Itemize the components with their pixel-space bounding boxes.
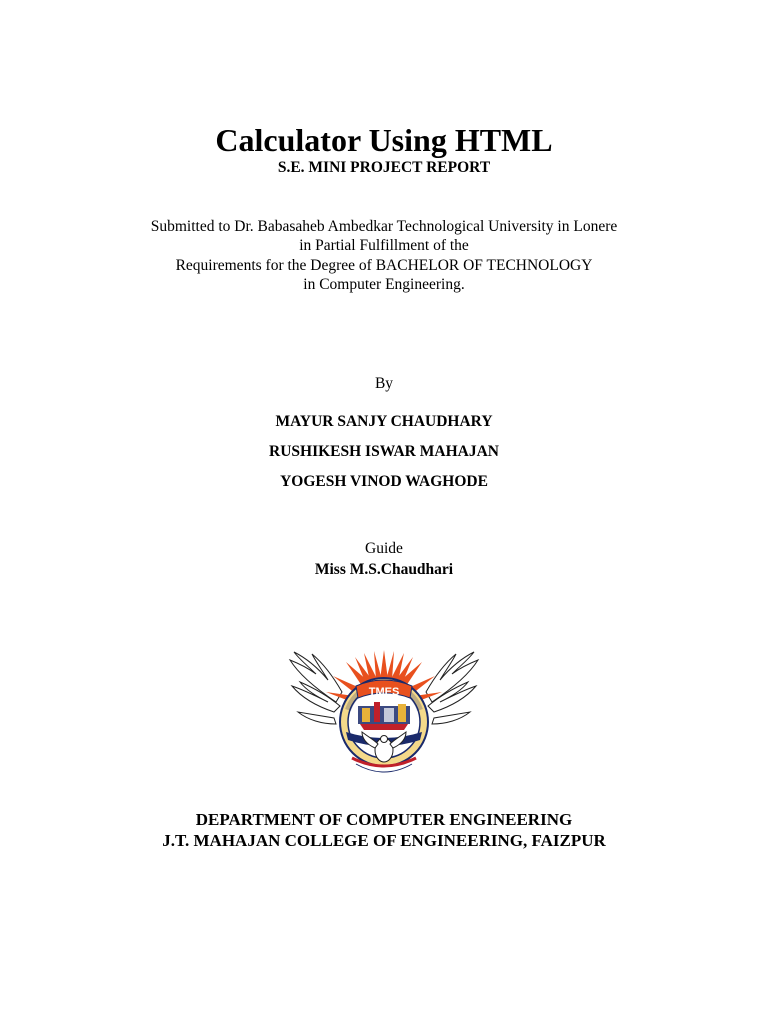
submission-line-3: Requirements for the Degree of BACHELOR OF TECHNOLOGY [175, 257, 593, 274]
by-label: By [374, 375, 394, 392]
guide-label: Guide [365, 540, 403, 557]
submission-line-2: in Partial Fulfillment of the [299, 237, 469, 254]
right-wing-icon [426, 652, 478, 724]
author-name: YOGESH VINOD WAGHODE [280, 473, 488, 490]
guide-name: Miss M.S.Chaudhari [314, 561, 454, 578]
campus-scene-icon [358, 702, 410, 730]
submission-line-1: Submitted to Dr. Babasaheb Ambedkar Technological University in Lonere [150, 218, 618, 235]
logo-tmes-text: TMES [368, 686, 400, 698]
author-name: MAYUR SANJY CHAUDHARY [275, 413, 493, 430]
left-wing-icon [290, 652, 342, 724]
college-name: J.T. MAHAJAN COLLEGE OF ENGINEERING, FAIZPUR [162, 831, 606, 850]
submission-line-4: in Computer Engineering. [303, 276, 465, 293]
tmes-banner [356, 680, 412, 698]
report-title: Calculator Using HTML [215, 122, 553, 158]
author-name: RUSHIKESH ISWAR MAHAJAN [269, 443, 499, 460]
department-name: DEPARTMENT OF COMPUTER ENGINEERING [195, 810, 573, 829]
college-emblem-logo [286, 640, 482, 790]
report-subtitle: S.E. MINI PROJECT REPORT [277, 159, 491, 176]
